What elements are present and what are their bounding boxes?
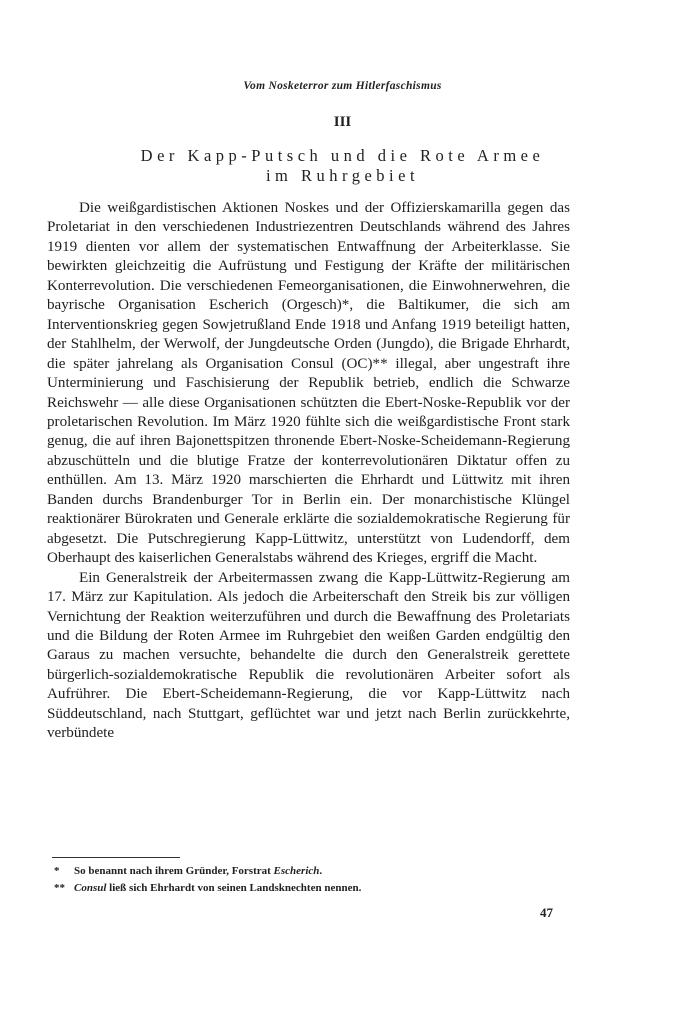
paragraph-1: Die weißgardistischen Aktionen Noskes und der Offizierskamarilla gegen das Proletariat in den verschiedenen Industriezentren Deutschlands während des Jahres 1919 dienten vor allem der systematischen Entwaffnung der Arbeiterklasse. Sie bewirkten gleichzeitig die Aufrüstung und Festigung der Kräfte der militärischen Konterrevolution. Die verschiedenen Femeorganisationen, die Einwohnerwehren, die bayrische Organisation Escherich (Orgesch)*, die Baltikumer, die sich am Interventionskrieg gegen Sowjetrußland Ende 1918 und Anfang 1919 beteiligt hatten, der Stahlhelm, der Werwolf, der Jungdeutsche Orden (Jungdo), die Brigade Ehrhardt, die später jahrelang als Organisation Consul (OC)** illegal, aber ungestraft ihre Unterminierung und Faschisierung der Republik betrieb, endlich die Schwarze Reichswehr — alle diese Organisationen schützten die Ebert-Noske-Republik vor der proletarischen Revolution. Im März 1920 fühlte sich die weißgardistische Front stark genug, die auf ihren Bajonettspitzen thronende Ebert-Noske-Scheidemann-Regierung abzuschütteln und die blutige Fratze der konterrevolutionären Diktatur offen zu enthüllen. Am 13. März 1920 marschierten die Ehrhardt und Lüttwitz mit ihren Banden durchs Brandenburger Tor in Berlin ein. Der monarchistische Klüngel reaktionärer Bürokraten und Generale erklärte die sozialdemokratische Regierung für abgesetzt. Die Putschregierung Kapp-Lüttwitz, unterstützt von Ludendorff, dem Oberhaupt des kaiserlichen Generalstabs während des Krieges, ergriff die Macht. <box>47 200 570 567</box>
footnote-text-end: ließ sich Ehrhardt von seinen Landsknechten nennen. <box>106 882 362 894</box>
body-text <box>47 199 570 744</box>
footnote-emphasis: Consul <box>74 882 107 894</box>
footnote-mark: ** <box>54 882 65 894</box>
footnote-emphasis: Escherich <box>273 865 320 877</box>
footnote-1 <box>54 863 554 880</box>
footnote-text: So benannt nach ihrem Gründer, Forstrat <box>74 865 274 877</box>
paragraph-2: Ein Generalstreik der Arbeitermassen zwang die Kapp-Lüttwitz-Regierung am 17. März zur Kapitulation. Als jedoch die Arbeiterschaft den Streik bis zur völligen Vernichtung der Reaktion weiterzuführen und durch die Bewaffnung des Proletariats und die Bildung der Roten Armee im Ruhrgebiet den weißen Garden endgültig den Garaus zu machen versuchte, behandelte die durch den Generalstreik gerettete bürgerlich-sozialdemokratische Republik die revolutionären Arbeiter sofort als Aufrührer. Die Ebert-Scheidemann-Regierung, die vor Kapp-Lüttwitz nach Süddeutschland, nach Stuttgart, geflüchtet war und jetzt nach Berlin zurückkehrte, verbündete <box>47 569 570 742</box>
chapter-number: III <box>333 114 352 130</box>
footnotes <box>54 863 554 897</box>
footnote-text-end: . <box>319 865 323 877</box>
page-number: 47 <box>540 905 553 920</box>
footnote-2 <box>54 880 554 897</box>
footnote-mark: * <box>54 865 60 877</box>
running-head: Vom Nosketerror zum Hitlerfaschismus <box>243 80 442 92</box>
chapter-title-line-1: Der Kapp-Putsch und die Rote Armee <box>140 146 545 165</box>
chapter-title-line-2: im Ruhrgebiet <box>265 166 420 185</box>
footnote-divider <box>52 857 180 858</box>
chapter-title <box>60 146 625 186</box>
